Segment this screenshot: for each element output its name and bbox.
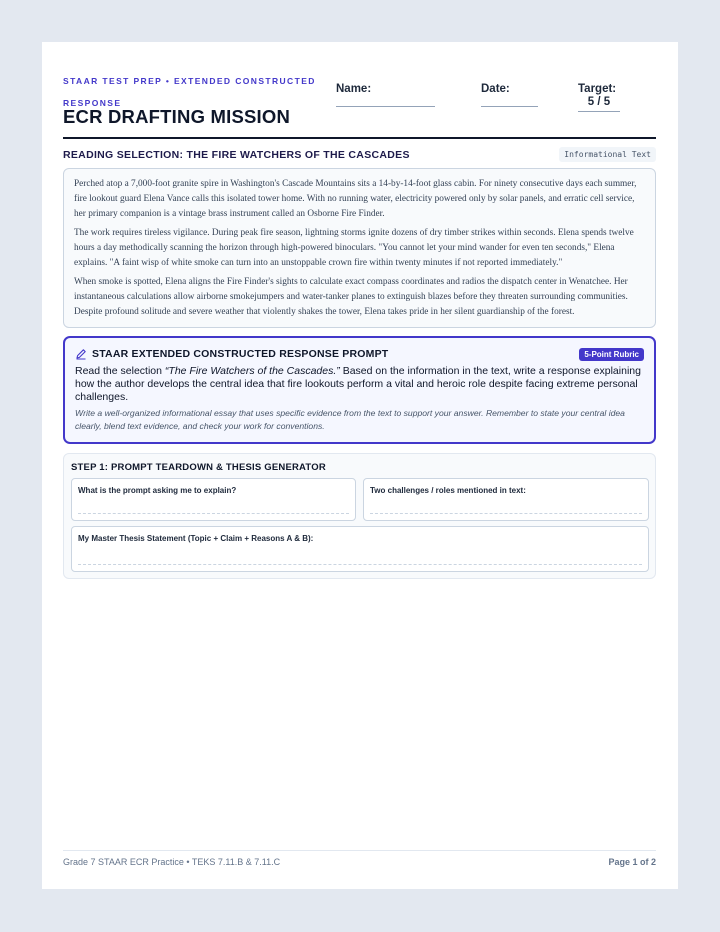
pencil-icon: [75, 348, 87, 360]
page-title: ECR DRAFTING MISSION: [63, 106, 291, 127]
prompt-question-card[interactable]: [71, 478, 356, 521]
passage-paragraph-1: Perched atop a 7,000-foot granite spire in Washington's Cascade Mountains sits a 14-by-14-foot glass cabin. For ninety consecutive days each summer, fire lookout guard Elena Vance calls this isolated tower home. With no running water, electricity powered only by solar panels, and erratic cell service, her primary companion is a vintage brass instrument called an Osborne Fire Finder.: [74, 179, 637, 219]
ecr-prompt-box: [63, 336, 656, 444]
header-kicker: STAAR TEST PREP • EXTENDED CONSTRUCTED RESPONSE: [63, 76, 316, 108]
challenges-card[interactable]: [363, 478, 649, 521]
prompt-title: STAAR EXTENDED CONSTRUCTED RESPONSE PROMPT: [92, 348, 389, 360]
date-field[interactable]: [481, 106, 538, 107]
thesis-label: My Master Thesis Statement (Topic + Claim + Reasons A & B):: [78, 534, 314, 543]
prompt-lead: Read the selection: [75, 365, 165, 377]
reading-passage: [63, 168, 656, 328]
genre-badge: Informational Text: [559, 147, 656, 162]
prompt-body: Based on the information in the text, write a response explaining how the author develops the central idea that fire lookouts perform a vital and heroic role despite facing extreme personal challenges.: [75, 365, 641, 403]
name-label: Name:: [336, 83, 372, 95]
name-field[interactable]: [336, 106, 435, 107]
step-1-title: STEP 1: PROMPT TEARDOWN & THESIS GENERATOR: [71, 462, 326, 473]
answer-line: [78, 564, 642, 565]
prompt-question-label: What is the prompt asking me to explain?: [78, 486, 237, 495]
passage-paragraph-3: When smoke is spotted, Elena aligns the Fire Finder's sights to calculate exact compass coordinates and radios the dispatch center in Wenatchee. Her instantaneous calculations allow airborne smokejumpers and water-tanker planes to extinguish blazes before they threaten surrounding communities. Despite profound solitude and severe weather that violently shakes the tower, Elena takes pride in her silent guardianship of the forest.: [74, 277, 628, 317]
prompt-question: [75, 365, 644, 404]
header-divider: [63, 137, 656, 139]
prompt-instructions: Write a well-organized informational essay that uses specific evidence from the text to support your answer. Remember to state your central idea clearly, blend text evidence, and check your work for conventions.: [75, 408, 625, 431]
footer-course: Grade 7 STAAR ECR Practice • TEKS 7.11.B & 7.11.C: [63, 857, 281, 867]
thesis-card[interactable]: [71, 526, 649, 572]
date-label: Date:: [481, 83, 510, 95]
prompt-header: [75, 346, 644, 362]
answer-line: [78, 513, 349, 514]
answer-line: [370, 513, 642, 514]
target-field: [578, 111, 620, 112]
passage-paragraph-2: The work requires tireless vigilance. During peak fire season, lightning storms ignite dozens of dry timber strikes within seconds. Elena spends twelve hours a day methodically scanning the horizon through high-powered binoculars. "You cannot let your mind wander for even ten seconds," Elena explains. "A faint wisp of white smoke can turn into an unstoppable crown fire within twenty minutes if not reported immediately.": [74, 228, 634, 268]
target-label: Target:: [578, 83, 617, 95]
prompt-selection-title: “The Fire Watchers of the Cascades.”: [164, 365, 340, 377]
target-score: 5 / 5: [587, 96, 611, 108]
selection-title: READING SELECTION: THE FIRE WATCHERS OF THE CASCADES: [63, 149, 410, 161]
rubric-badge: 5-Point Rubric: [579, 348, 644, 361]
challenges-label: Two challenges / roles mentioned in text:: [370, 486, 526, 495]
footer-divider: [63, 850, 656, 851]
step-1-section: [63, 453, 656, 579]
page-number: Page 1 of 2: [608, 857, 656, 867]
worksheet-page: [42, 42, 678, 889]
